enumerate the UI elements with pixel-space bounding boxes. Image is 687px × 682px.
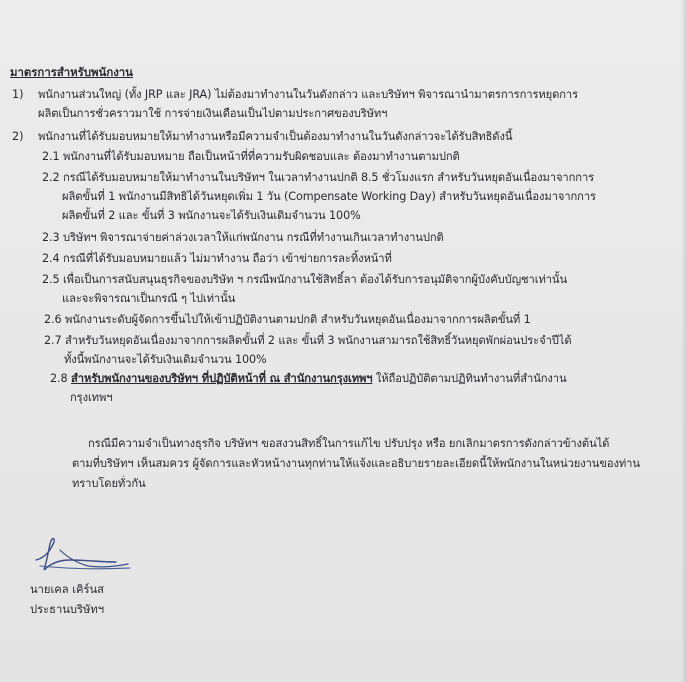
sub-item-2-8-number: 2.8: [50, 372, 68, 385]
item-1-line-1: พนักงานส่วนใหญ่ (ทั้ง JRP และ JRA) ไม่ต้องมาทำงานในวันดังกล่าว และบริษัทฯ พิจารณานำมาตรการการหยุดการ: [38, 88, 579, 101]
sub-item-2-5-line-1: 2.5 เพื่อเป็นการสนับสนุนธุรกิจของบริษัท ฯ กรณีพนักงานใช้สิทธิ์ลา ต้องได้รับการอนุมัติจากผู้บังคับบัญชาเท่านั้น: [42, 273, 568, 286]
sub-item-2-5-line-2: และจะพิจารณาเป็นกรณี ๆ ไปเท่านั้น: [62, 292, 236, 305]
section-heading: มาตรการสำหรับพนักงาน: [10, 65, 133, 79]
sub-item-2-2-line-1: 2.2 กรณีได้รับมอบหมายให้มาทำงานในบริษัทฯ ในเวลาทำงานปกติ 8.5 ชั่วโมงแรก สำหรับวันหยุดอันเนื่องมาจากการ: [42, 171, 595, 184]
page-edge-shadow: [681, 0, 687, 682]
item-2-line-1: พนักงานที่ได้รับมอบหมายให้มาทำงานหรือมีความจำเป็นต้องมาทำงานในวันดังกล่าวจะได้รับสิทธิดังนี้: [38, 130, 513, 143]
sub-item-2-6: 2.6 พนักงานระดับผู้จัดการขึ้นไปให้เข้าปฏิบัติงานตามปกติ สำหรับวันหยุดอันเนื่องมาจากการผลิตขั้นที่ 1: [44, 313, 531, 326]
closing-line-1: กรณีมีความจำเป็นทางธุรกิจ บริษัทฯ ขอสงวนสิทธิ์ในการแก้ไข ปรับปรุง หรือ ยกเลิกมาตรการดังกล่าวข้างต้นได้: [88, 437, 610, 450]
closing-line-3: ทราบโดยทั่วกัน: [72, 477, 146, 490]
signature-mark: [30, 530, 140, 578]
sub-item-2-8-rest-text: ให้ถือปฏิบัติตามปฏิทินทำงานที่สำนักงาน: [372, 372, 567, 385]
item-2-number: 2): [12, 130, 24, 143]
sub-item-2-8-line-2: กรุงเทพฯ: [70, 391, 113, 404]
sub-item-2-8-bold-text: สำหรับพนักงานของบริษัทฯ ที่ปฏิบัติหน้าที่ ณ สำนักงานกรุงเทพฯ: [70, 372, 373, 385]
sub-item-2-7-line-2: ทั้งนี้พนักงานจะได้รับเงินเดิมจำนวน 100%: [64, 353, 267, 366]
closing-line-2: ตามที่บริษัทฯ เห็นสมควร ผู้จัดการและหัวหน้างานทุกท่านให้แจ้งและอธิบายรายละเอียดนี้ให้พนักงานในหน่วยงานของท่าน: [72, 457, 640, 470]
sub-item-2-7-line-1: 2.7 สำหรับวันหยุดอันเนื่องมาจากการผลิตขั้นที่ 2 และ ขั้นที่ 3 พนักงานสามารถใช้สิทธิ์วันหยุดพักผ่อนประจำปีได้: [44, 334, 572, 347]
sub-item-2-8-line-1: [50, 371, 567, 387]
signer-name: นายเคล เคิร์นส: [30, 583, 104, 596]
signer-title: ประธานบริษัทฯ: [30, 603, 105, 616]
item-1-number: 1): [12, 88, 24, 101]
sub-item-2-2-line-3: ผลิตขั้นที่ 2 และ ขั้นที่ 3 พนักงานจะได้รับเงินเดิมจำนวน 100%: [62, 209, 361, 222]
sub-item-2-4: 2.4 กรณีที่ได้รับมอบหมายแล้ว ไม่มาทำงาน ถือว่า เข้าข่ายการละทิ้งหน้าที่: [42, 252, 392, 265]
sub-item-2-1: 2.1 พนักงานที่ได้รับมอบหมาย ถือเป็นหน้าที่ที่ความรับผิดชอบและ ต้องมาทำงานตามปกติ: [42, 150, 460, 163]
item-1-line-2: ผลิตเป็นการชั่วคราวมาใช้ การจ่ายเงินเดือนเป็นไปตามประกาศของบริษัทฯ: [38, 107, 388, 120]
sub-item-2-2-line-2: ผลิตขั้นที่ 1 พนักงานมีสิทธิได้วันหยุดเพิ่ม 1 วัน (Compensate Working Day) สำหรับวันหยุดอันเนื่องมาจากการ: [62, 190, 596, 203]
sub-item-2-3: 2.3 บริษัทฯ พิจารณาจ่ายค่าล่วงเวลาให้แก่พนักงาน กรณีที่ทำงานเกินเวลาทำงานปกติ: [42, 231, 444, 244]
